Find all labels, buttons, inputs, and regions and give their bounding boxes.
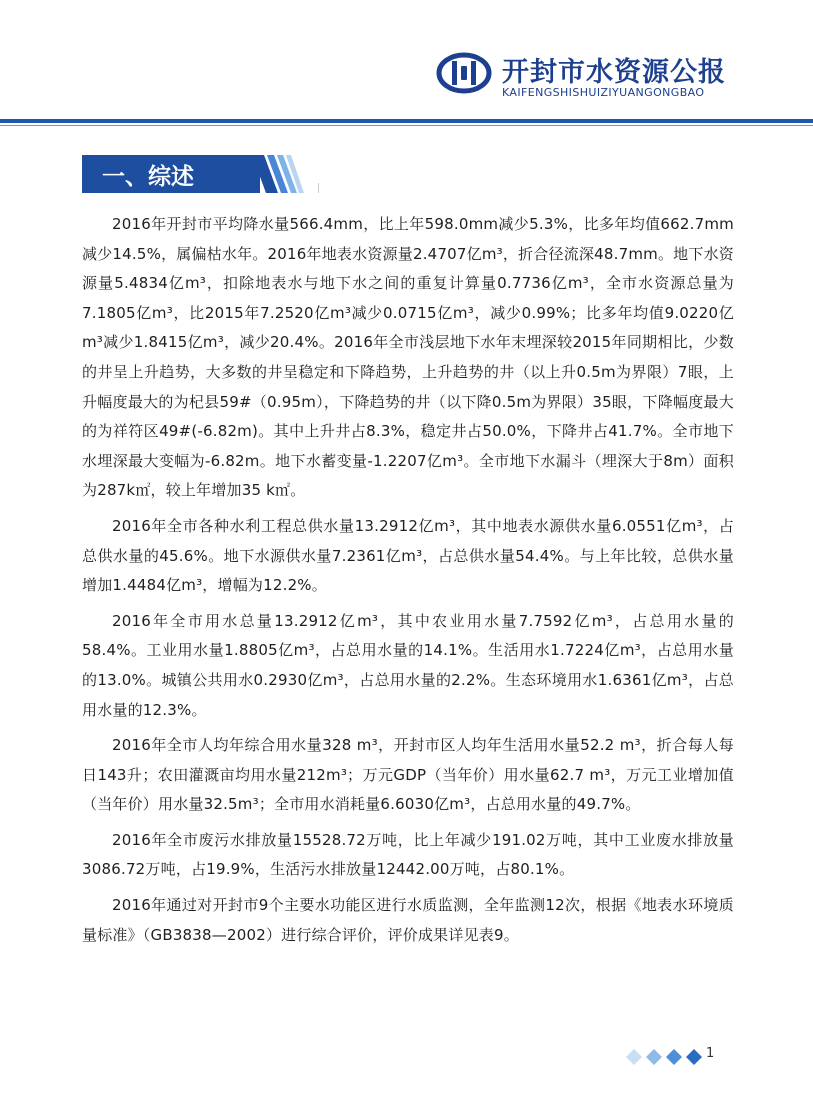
page-number: 1 bbox=[706, 1046, 715, 1061]
header-rule-thin bbox=[0, 125, 813, 126]
crop-mark bbox=[318, 183, 319, 193]
publication-subtitle: KAIFENGSHISHUIZIYUANGONGBAO bbox=[502, 86, 705, 99]
summary-body bbox=[82, 210, 734, 956]
section-stripes-decoration bbox=[252, 155, 304, 193]
page-header bbox=[0, 0, 813, 128]
paragraph-per-capita-use: 2016年全市人均年综合用水量328 m³，开封市区人均年生活用水量52.2 m³，折合每人每日143升；农田灌溉亩均用水量212m³；万元GDP（当年价）用水量62.7 m³，万元工业增加值（当年价）用水量32.5m³；全市用水消耗量6.6030亿m³，占总用水量的49.7%。 bbox=[82, 736, 734, 814]
publication-title: 开封市水资源公报 bbox=[502, 57, 726, 88]
paragraph-water-supply: 2016年全市各种水利工程总供水量13.2912亿m³，其中地表水源供水量6.0551亿m³，占总供水量的45.6%。地下水源供水量7.2361亿m³，占总供水量54.4%。与上年比较，总供水量增加1.4484亿m³，增幅为12.2%。 bbox=[82, 516, 734, 595]
section-heading bbox=[82, 155, 304, 193]
section-title: 一、综述 bbox=[102, 164, 194, 190]
diamond-dots-icon bbox=[618, 1046, 738, 1068]
paragraph-wastewater: 2016年全市废污水排放量15528.72万吨，比上年减少191.02万吨，其中工业废水排放量3086.72万吨，占19.9%，生活污水排放量12442.00万吨，占80.1%。 bbox=[82, 830, 734, 879]
water-resources-logo-icon bbox=[436, 52, 492, 94]
paragraph-water-use: 2016年全市用水总量13.2912亿m³，其中农业用水量7.7592亿m³，占总用水量的58.4%。工业用水量1.8805亿m³，占总用水量的14.1%。生活用水1.7224亿m³，占总用水量的13.0%。城镇公共用水0.2930亿m³，占总用水量的2.2%。生态环境用水1.6361亿m³，占总用水量的12.3%。 bbox=[82, 611, 734, 719]
header-rule bbox=[0, 119, 813, 123]
paragraph-precipitation-resources: 2016年开封市平均降水量566.4mm，比上年598.0mm减少5.3%，比多年均值662.7mm减少14.5%，属偏枯水年。2016年地表水资源量2.4707亿m³，折合径流深48.7mm。地下水资源量5.4834亿m³，扣除地表水与地下水之间的重复计算量0.7736亿m³，全市水资源总量为7.1805亿m³，比2015年7.2520亿m³减少0.0715亿m³，减少0.99%；比多年均值9.0220亿m³减少1.8415亿m³，减少20.4%。2016年全市浅层地下水年末埋深较2015年同期相比，少数的井呈上升趋势，大多数的井呈稳定和下降趋势，上升趋势的井（以上升0.5m为界限）7眼，上升幅度最大的为杞县59#（0.95m），下降趋势的井（以下降0.5m为界限）35眼，下降幅度最大的为祥符区49#(-6.82m)。其中上升井占8.3%，稳定井占50.0%，下降井占41.7%。全市地下水埋深最大变幅为-6.82m。地下水蓄变量-1.2207亿m³。全市地下水漏斗（埋深大于8m）面积为287k㎡，较上年增加35 k㎡。 bbox=[82, 215, 734, 500]
paragraph-water-quality: 2016年通过对开封市9个主要水功能区进行水质监测，全年监测12次，根据《地表水环境质量标准》（GB3838—2002）进行综合评价，评价成果详见表9。 bbox=[82, 896, 734, 944]
